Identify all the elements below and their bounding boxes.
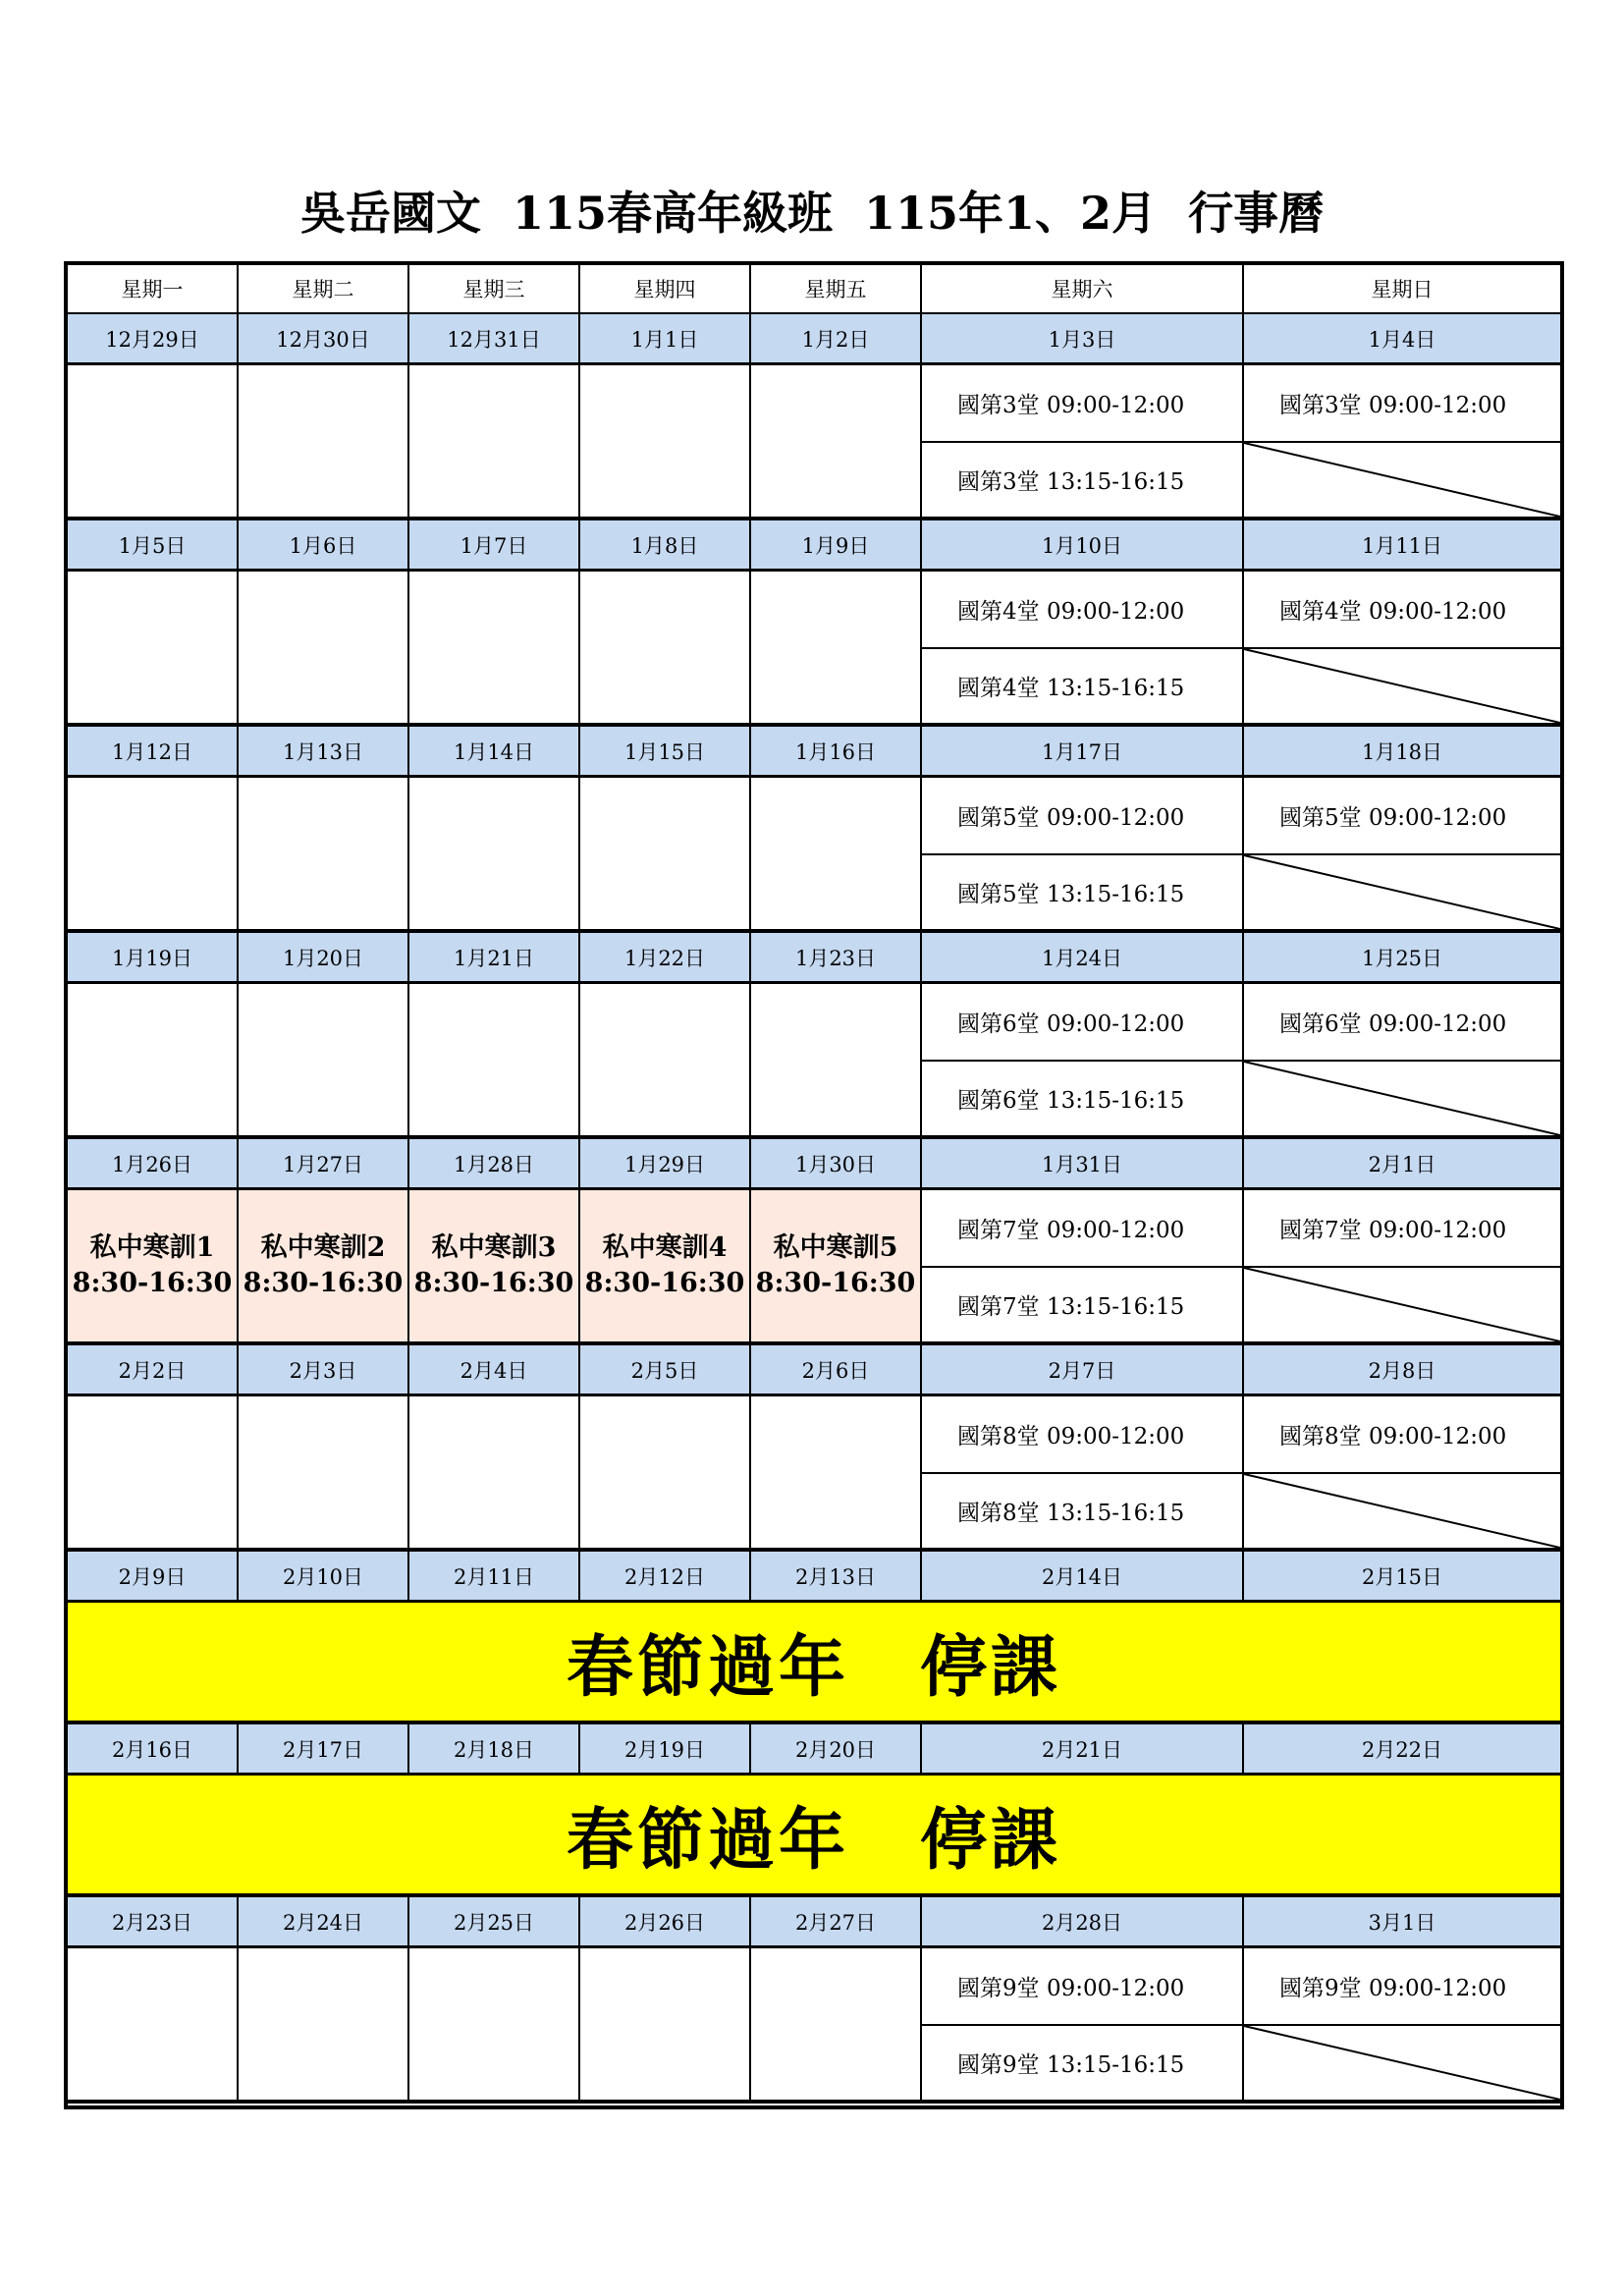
date-cell: 2月13日 xyxy=(751,1552,922,1603)
empty-day-cell xyxy=(239,984,409,1139)
sunday-morning-session: 國第4堂 09:00-12:00 xyxy=(1244,572,1560,649)
date-cell: 2月14日 xyxy=(922,1552,1244,1603)
empty-day-cell xyxy=(580,572,751,727)
date-cell: 1月15日 xyxy=(580,727,751,778)
date-cell: 2月5日 xyxy=(580,1345,751,1396)
saturday-afternoon-session: 國第9堂 13:15-16:15 xyxy=(922,2026,1244,2104)
saturday-morning-session: 國第3堂 09:00-12:00 xyxy=(922,365,1244,443)
empty-day-cell xyxy=(751,572,922,727)
empty-day-cell xyxy=(239,365,409,520)
date-cell: 1月18日 xyxy=(1244,727,1560,778)
date-cell: 2月12日 xyxy=(580,1552,751,1603)
title-part-3: 115年1、2月 xyxy=(864,187,1158,240)
date-cell: 2月7日 xyxy=(922,1345,1244,1396)
date-cell: 1月28日 xyxy=(409,1139,580,1190)
date-cell: 2月23日 xyxy=(68,1897,239,1948)
saturday-afternoon-session: 國第4堂 13:15-16:15 xyxy=(922,649,1244,727)
calendar-table xyxy=(64,261,1564,2109)
empty-day-cell xyxy=(580,1396,751,1552)
date-cell: 2月26日 xyxy=(580,1897,751,1948)
sunday-morning-session: 國第8堂 09:00-12:00 xyxy=(1244,1396,1560,1474)
sunday-afternoon-no-class xyxy=(1244,1268,1560,1345)
weekday-header: 星期四 xyxy=(580,265,751,314)
camp-name: 私中寒訓1 xyxy=(89,1232,215,1263)
camp-name: 私中寒訓2 xyxy=(260,1232,386,1263)
date-cell: 1月11日 xyxy=(1244,520,1560,572)
sunday-morning-session: 國第5堂 09:00-12:00 xyxy=(1244,778,1560,855)
camp-cell xyxy=(409,1190,580,1345)
sunday-afternoon-no-class xyxy=(1244,649,1560,727)
sunday-morning-session: 國第3堂 09:00-12:00 xyxy=(1244,365,1560,443)
date-cell: 1月12日 xyxy=(68,727,239,778)
sunday-afternoon-no-class xyxy=(1244,1474,1560,1552)
sunday-morning-session: 國第6堂 09:00-12:00 xyxy=(1244,984,1560,1062)
date-cell: 2月1日 xyxy=(1244,1139,1560,1190)
empty-day-cell xyxy=(409,1948,580,2104)
date-cell: 1月3日 xyxy=(922,314,1244,365)
date-cell: 1月10日 xyxy=(922,520,1244,572)
date-cell: 2月17日 xyxy=(239,1724,409,1776)
diagonal-slash xyxy=(1244,1062,1560,1135)
empty-day-cell xyxy=(68,572,239,727)
date-cell: 1月31日 xyxy=(922,1139,1244,1190)
saturday-afternoon-session: 國第7堂 13:15-16:15 xyxy=(922,1268,1244,1345)
empty-day-cell xyxy=(68,984,239,1139)
empty-day-cell xyxy=(580,365,751,520)
sunday-afternoon-no-class xyxy=(1244,1062,1560,1139)
empty-day-cell xyxy=(239,1948,409,2104)
weekday-header: 星期一 xyxy=(68,265,239,314)
saturday-afternoon-session: 國第3堂 13:15-16:15 xyxy=(922,443,1244,520)
camp-name: 私中寒訓4 xyxy=(602,1232,728,1263)
empty-day-cell xyxy=(409,365,580,520)
sunday-morning-session: 國第7堂 09:00-12:00 xyxy=(1244,1190,1560,1268)
date-cell: 1月5日 xyxy=(68,520,239,572)
weekday-header: 星期五 xyxy=(751,265,922,314)
empty-day-cell xyxy=(751,365,922,520)
sunday-afternoon-no-class xyxy=(1244,2026,1560,2104)
holiday-banner: 春節過年 停課 xyxy=(68,1603,1560,1724)
date-cell: 2月11日 xyxy=(409,1552,580,1603)
diagonal-slash xyxy=(1244,443,1560,517)
date-cell: 1月25日 xyxy=(1244,933,1560,984)
date-cell: 12月29日 xyxy=(68,314,239,365)
empty-day-cell xyxy=(409,572,580,727)
date-cell: 1月7日 xyxy=(409,520,580,572)
empty-day-cell xyxy=(68,365,239,520)
diagonal-slash xyxy=(1244,2026,1560,2100)
date-cell: 2月4日 xyxy=(409,1345,580,1396)
date-cell: 1月4日 xyxy=(1244,314,1560,365)
camp-cell xyxy=(751,1190,922,1345)
page-title xyxy=(0,183,1624,244)
saturday-morning-session: 國第8堂 09:00-12:00 xyxy=(922,1396,1244,1474)
date-cell: 2月10日 xyxy=(239,1552,409,1603)
empty-day-cell xyxy=(580,778,751,933)
empty-day-cell xyxy=(409,1396,580,1552)
date-cell: 1月20日 xyxy=(239,933,409,984)
date-cell: 1月23日 xyxy=(751,933,922,984)
date-cell: 1月13日 xyxy=(239,727,409,778)
date-cell: 2月9日 xyxy=(68,1552,239,1603)
date-cell: 1月22日 xyxy=(580,933,751,984)
date-cell: 1月26日 xyxy=(68,1139,239,1190)
camp-cell xyxy=(239,1190,409,1345)
date-cell: 1月17日 xyxy=(922,727,1244,778)
date-cell: 2月25日 xyxy=(409,1897,580,1948)
date-cell: 2月3日 xyxy=(239,1345,409,1396)
weekday-header: 星期二 xyxy=(239,265,409,314)
date-cell: 1月9日 xyxy=(751,520,922,572)
date-cell: 12月31日 xyxy=(409,314,580,365)
date-cell: 2月20日 xyxy=(751,1724,922,1776)
camp-time: 8:30-16:30 xyxy=(72,1268,233,1298)
date-cell: 2月2日 xyxy=(68,1345,239,1396)
camp-cell xyxy=(68,1190,239,1345)
date-cell: 1月8日 xyxy=(580,520,751,572)
empty-day-cell xyxy=(751,1948,922,2104)
date-cell: 2月6日 xyxy=(751,1345,922,1396)
camp-time: 8:30-16:30 xyxy=(413,1268,574,1298)
sunday-afternoon-no-class xyxy=(1244,443,1560,520)
saturday-afternoon-session: 國第6堂 13:15-16:15 xyxy=(922,1062,1244,1139)
saturday-afternoon-session: 國第5堂 13:15-16:15 xyxy=(922,855,1244,933)
date-cell: 2月18日 xyxy=(409,1724,580,1776)
date-cell: 2月28日 xyxy=(922,1897,1244,1948)
empty-day-cell xyxy=(580,984,751,1139)
saturday-morning-session: 國第7堂 09:00-12:00 xyxy=(922,1190,1244,1268)
camp-time: 8:30-16:30 xyxy=(584,1268,745,1298)
diagonal-slash xyxy=(1244,855,1560,929)
empty-day-cell xyxy=(580,1948,751,2104)
date-cell: 1月21日 xyxy=(409,933,580,984)
empty-day-cell xyxy=(409,778,580,933)
saturday-morning-session: 國第4堂 09:00-12:00 xyxy=(922,572,1244,649)
empty-day-cell xyxy=(751,778,922,933)
date-cell: 1月27日 xyxy=(239,1139,409,1190)
sunday-afternoon-no-class xyxy=(1244,855,1560,933)
empty-day-cell xyxy=(68,1396,239,1552)
camp-name: 私中寒訓5 xyxy=(773,1232,898,1263)
weekday-header: 星期日 xyxy=(1244,265,1560,314)
date-cell: 1月14日 xyxy=(409,727,580,778)
diagonal-slash xyxy=(1244,1268,1560,1341)
date-cell: 2月15日 xyxy=(1244,1552,1560,1603)
date-cell: 12月30日 xyxy=(239,314,409,365)
camp-name: 私中寒訓3 xyxy=(431,1232,557,1263)
empty-day-cell xyxy=(239,572,409,727)
title-part-2: 115春高年級班 xyxy=(512,187,833,240)
empty-day-cell xyxy=(68,778,239,933)
date-cell: 1月19日 xyxy=(68,933,239,984)
date-cell: 2月19日 xyxy=(580,1724,751,1776)
date-cell: 1月30日 xyxy=(751,1139,922,1190)
date-cell: 1月1日 xyxy=(580,314,751,365)
diagonal-slash xyxy=(1244,649,1560,723)
empty-day-cell xyxy=(239,778,409,933)
saturday-morning-session: 國第9堂 09:00-12:00 xyxy=(922,1948,1244,2026)
camp-time: 8:30-16:30 xyxy=(755,1268,916,1298)
date-cell: 1月29日 xyxy=(580,1139,751,1190)
empty-day-cell xyxy=(751,1396,922,1552)
camp-cell xyxy=(580,1190,751,1345)
date-cell: 1月6日 xyxy=(239,520,409,572)
sunday-morning-session: 國第9堂 09:00-12:00 xyxy=(1244,1948,1560,2026)
diagonal-slash xyxy=(1244,1474,1560,1548)
date-cell: 2月8日 xyxy=(1244,1345,1560,1396)
title-part-1: 吳岳國文 xyxy=(299,187,481,240)
weekday-header: 星期六 xyxy=(922,265,1244,314)
date-cell: 2月27日 xyxy=(751,1897,922,1948)
saturday-afternoon-session: 國第8堂 13:15-16:15 xyxy=(922,1474,1244,1552)
date-cell: 2月21日 xyxy=(922,1724,1244,1776)
date-cell: 2月22日 xyxy=(1244,1724,1560,1776)
title-part-4: 行事曆 xyxy=(1188,187,1325,240)
date-cell: 3月1日 xyxy=(1244,1897,1560,1948)
saturday-morning-session: 國第5堂 09:00-12:00 xyxy=(922,778,1244,855)
empty-day-cell xyxy=(409,984,580,1139)
camp-time: 8:30-16:30 xyxy=(243,1268,404,1298)
date-cell: 2月24日 xyxy=(239,1897,409,1948)
date-cell: 1月2日 xyxy=(751,314,922,365)
saturday-morning-session: 國第6堂 09:00-12:00 xyxy=(922,984,1244,1062)
empty-day-cell xyxy=(68,1948,239,2104)
weekday-header: 星期三 xyxy=(409,265,580,314)
empty-day-cell xyxy=(751,984,922,1139)
holiday-banner: 春節過年 停課 xyxy=(68,1776,1560,1897)
date-cell: 1月24日 xyxy=(922,933,1244,984)
empty-day-cell xyxy=(239,1396,409,1552)
date-cell: 1月16日 xyxy=(751,727,922,778)
date-cell: 2月16日 xyxy=(68,1724,239,1776)
